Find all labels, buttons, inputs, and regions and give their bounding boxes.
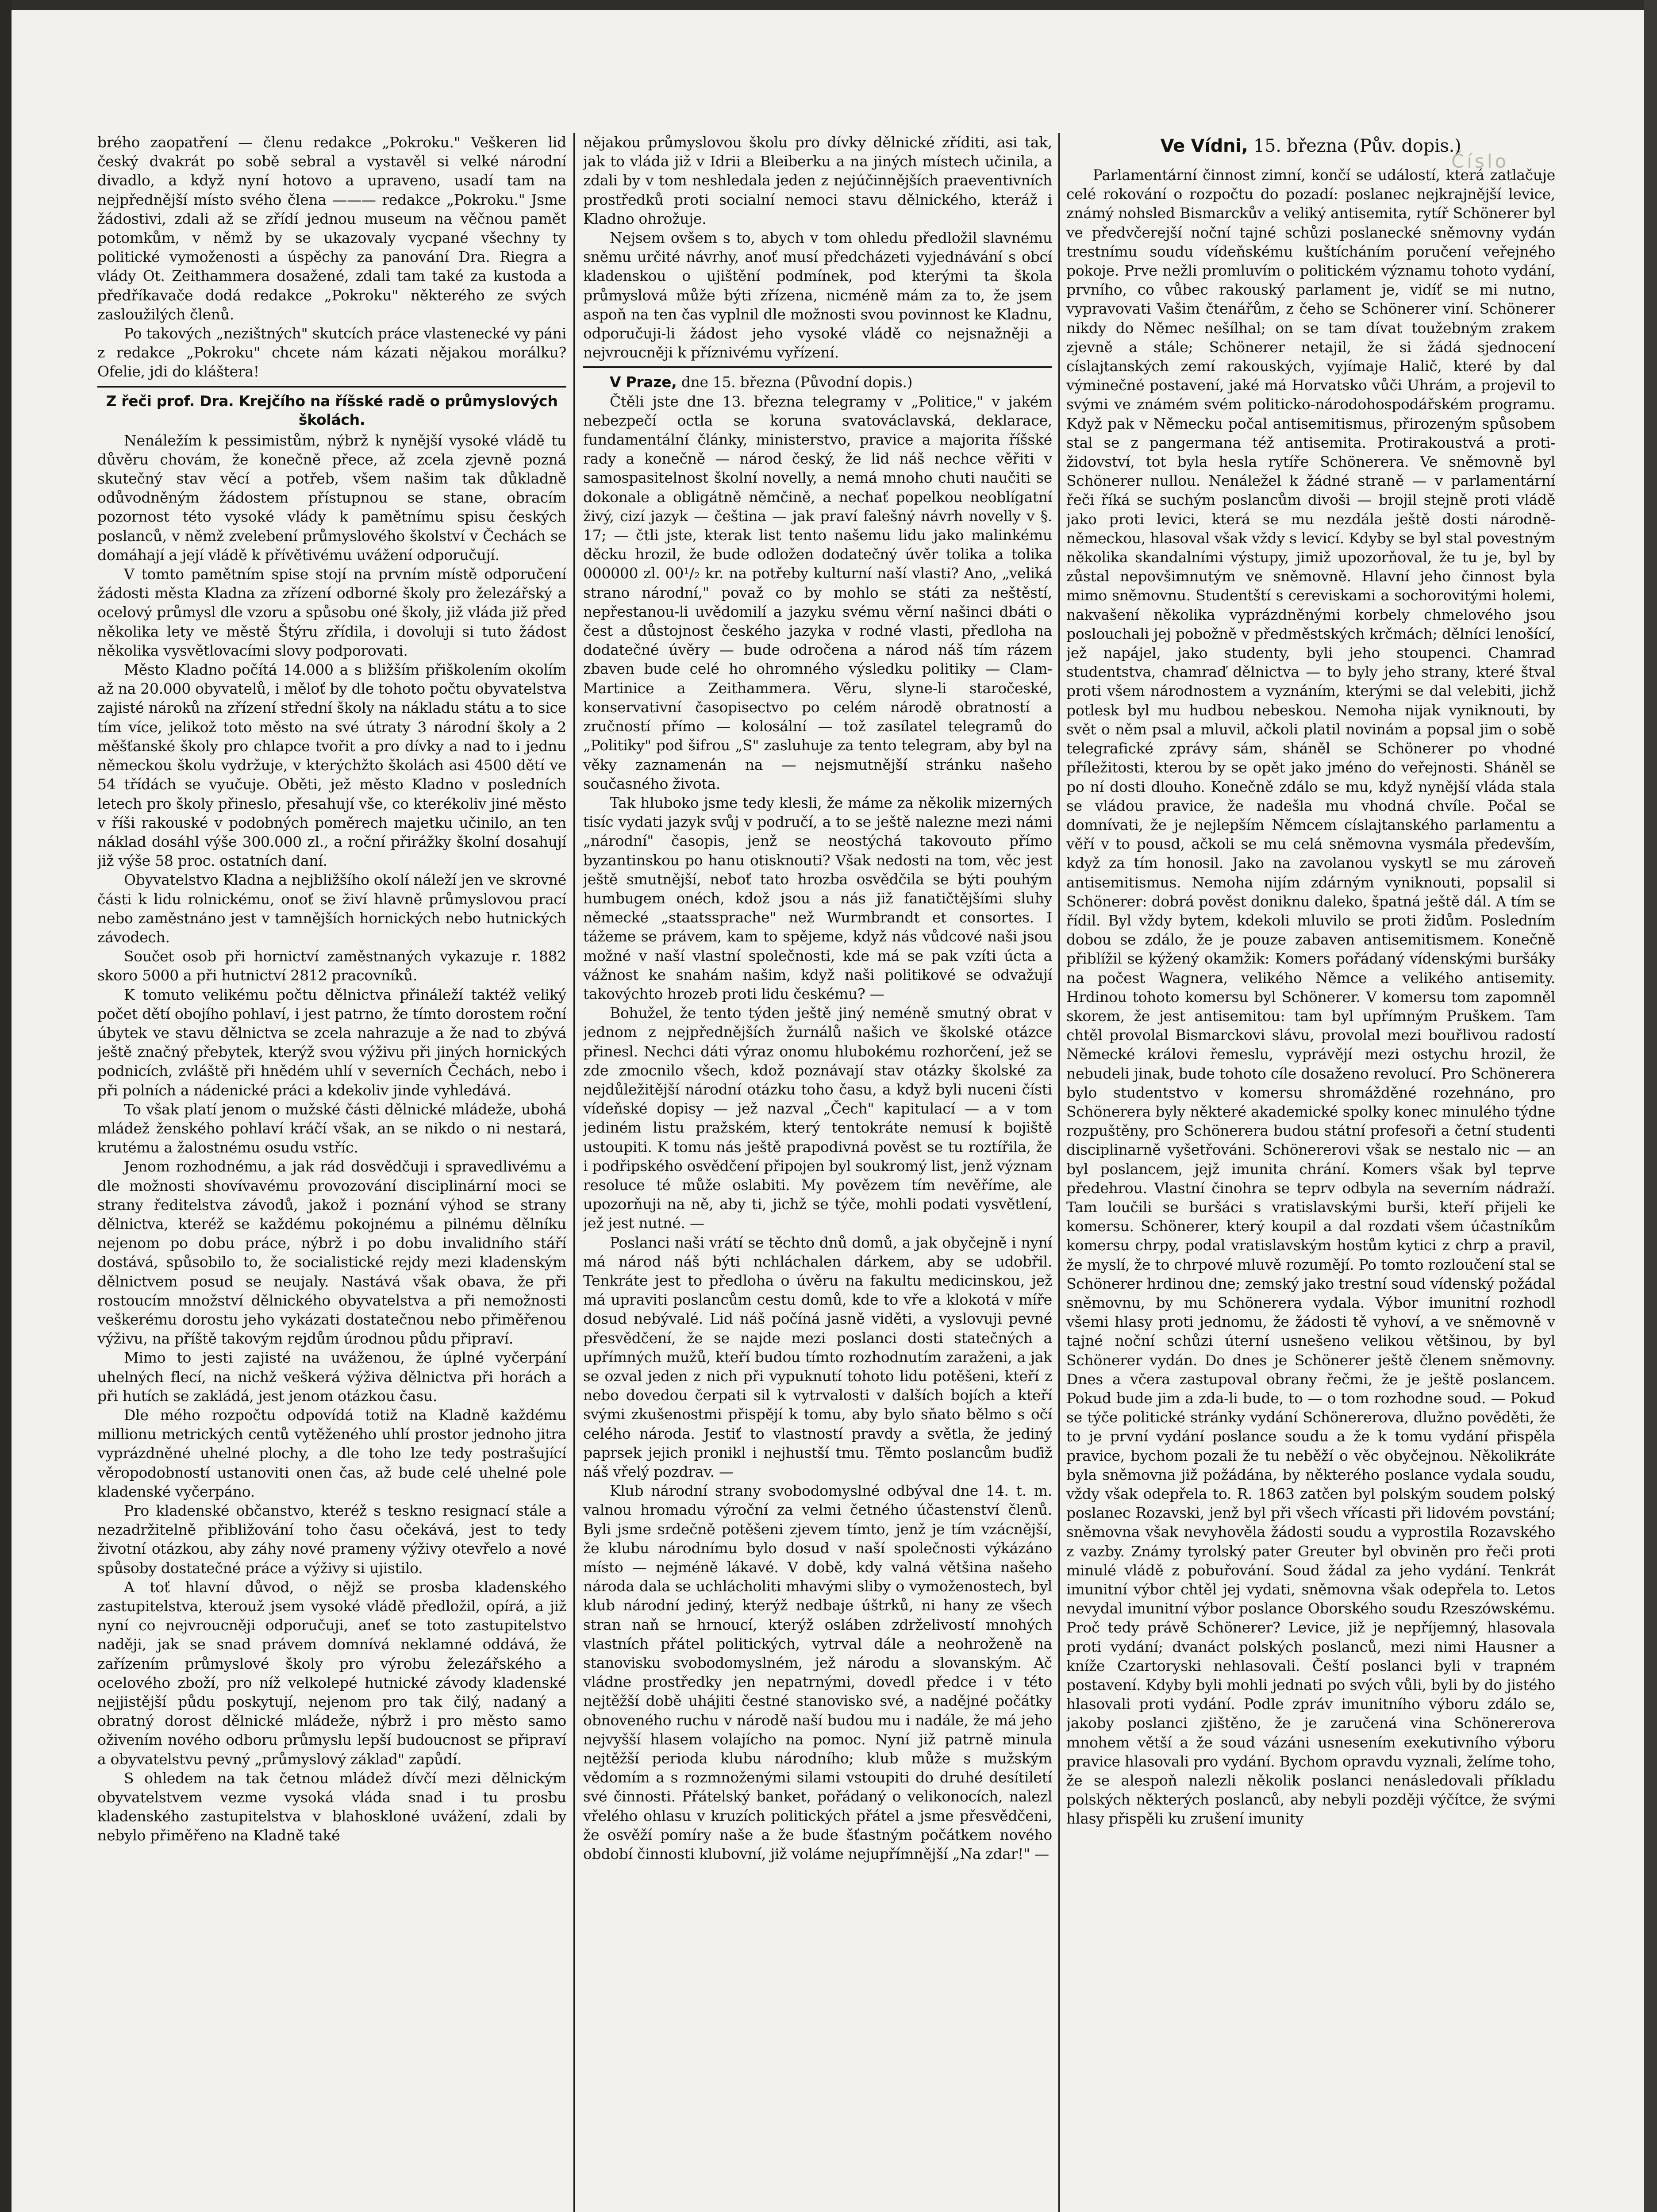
column-2 xyxy=(583,133,1052,2212)
library-stamp: Číslo xyxy=(1451,150,1509,172)
paragraph: Čtěli jste dne 13. března telegramy v „Politice," v jakém nebezpečí octla se koruna svatováclavská, deklarace, fundamentální články, ministerstvo, pravice a majorita říšské rady a konečně — národ český, že lid náš nechce věřiti v samospasitelnost školní novelly, a nemá mnoho chuti naučiti se dokonale a obligátně němčině, a nechať popelkou neoblígatní živý, cizí jazyk — čeština — jak praví falešný návrh novelly v §. 17; — čtli jste, kterak list tento našemu lidu jako malinkému děcku hrozil, že bude odložen dodatečný úvěr tolika a tolika 000000 zl. 00¹/₂ kr. na potřeby kulturní naší vlasti? Ano, „veliká strano národní," považ co by mohlo se státi za neštěstí, nepřestanou-li uvědomilí a jazyku svému věrní našinci dbáti o čest a důstojnost českého jazyka v rodné vlasti, předloha na dodatečné úvěry — bude odročena a národ náš tím rázem zbaven bude celé ho ohromného výsledku politiky — Clam-Martinice a Zeithammera. Věru, slyne-li staročeské, konservativní časopisectvo po celém národě obratností a zručností přímo — kolosální — tož zasílatel telegramů do „Politiky" pod šifrou „S" zasluhuje za tento telegram, aby byl na věky zaznamenán na — nejsmutnější stránku našeho současného života. xyxy=(583,392,1052,792)
dateline-text: 15. března (Pův. dopis.) xyxy=(1253,136,1461,156)
paragraph: Město Kladno počítá 14.000 a s bližším přiškolením okolím až na 20.000 obyvatelů, i měloť by dle tohoto počtu obyvatelstva zajisté nároků na zřízení střední školy na nákladu státu a to sice tím více, jelikož toto město na své útraty 3 národní školy a 2 měšťanské školy pro chlapce tvořit a pro dívky a nad to i jednu německou školu vydržuje, v kterýchžto školách asi 4500 dětí ve 54 třídách se vyučuje. Oběti, jež město Kladno v posledních letech pro školy přineslo, přesahují vše, co kterékoliv jiné město v říši rakouské v podobných poměrech majetku učinilo, an ten náklad dosáhl výše 300.000 zl., a roční přirážky školní dosahují již výše 58 proc. ostatních daní. xyxy=(97,661,566,870)
paragraph: nějakou průmyslovou školu pro dívky dělnické zříditi, asi tak, jak to vláda již v Idrii a Bleiberku a na jiných místech učinila, a zdali by v tom neshledala jeden z nejúčinnějších praeventivních prostředků proti socialní nemoci stavu dělnického, kteráž i Kladno ohrožuje. xyxy=(583,134,1052,227)
page-edge-left xyxy=(0,0,12,2212)
paragraph: Nenáležím k pessimistům, nýbrž k nynější vysoké vládě tu důvěru chovám, že konečně přece, až zcela zjevně pozná skutečný stav věcí a potřeb, všem našim tak důkladně odůvodněným žádostem přístupnou se stane, obracím pozornost této vysoké vlády k pamětnímu spisu českých poslanců, v němž zvelebení průmyslového školství v Čechách se domáhají a její vládě k přívětivému uvážení odporučují. xyxy=(97,431,566,564)
paragraph: V tomto pamětním spise stojí na prvním místě odporučení žádosti města Kladna za zřízení odborné školy pro železářský a ocelový průmysl dle vzoru a spůsobu oné školy, již vláda již před několika lety ve městě Štýru zřídila, i dovoluji si tuto žádost několika vysvětlovacími slovy podporovati. xyxy=(97,565,566,659)
paragraph: Jenom rozhodnému, a jak rád dosvědčuji i spravedlivému a dle možnosti shovívavému provozování disciplinární moci se strany ředitelstva závodů, jakož i poznání výhod se strany dělnictva, kteréž se každému pokojnému a pilnému dělníku nejenom po dobu práce, nýbrž i po dobu invalidního stáří dostává, spůsobilo to, že socialistické rejdy mezi kladenským dělnictvem posud se neujaly. Nastává však obava, že při rostoucím množství dělnického obyvatelstva a při nemožnosti veškerému dorostu jeho vykázati dostatečnou nebo přiměřenou výživu, na příště takovým rejdům úrodnou půdu připraví. xyxy=(97,1158,566,1348)
paragraph: To však platí jenom o mužské části dělnické mládeže, ubohá mládež ženského pohlaví kráčí však, an se nikdo o ni nestará, krutému a žalostnému osudu vstříc. xyxy=(97,1100,566,1156)
paragraph: Po takových „nezištných" skutcích práce vlastenecké vy páni z redakce „Pokroku" chcete nám kázati nějakou morálku? Ofelie, jdi do kláštera! xyxy=(97,325,566,380)
paragraph: S ohledem na tak četnou mládež dívčí mezi dělnickým obyvatelstvem vezme vysoká vláda snad i tu prosbu kladenského zastupitelstva v blahoskloné uvážení, zdali by nebylo přiměřeno na Kladně také xyxy=(97,1769,566,1844)
paragraph: Dle mého rozpočtu odpovídá totiž na Kladně každému millionu metrických centů vytěženého uhlí prostor jednoho jitra vyprázdněné uhelné plochy, a dle toho lze tedy postrašující věropodobností ustanoviti onen čas, až bude celé uhelné pole kladenské vyčerpáno. xyxy=(97,1406,566,1500)
dateline xyxy=(1066,133,1555,159)
paragraph: Bohužel, že tento týden ještě jiný neméně smutný obrat v jednom z nejpřednějších žurnálů našich ve školské otázce přinesl. Nechci dáti výraz onomu hlubokému rozhorčení, jež se zde zmocnilo všech, kdož poznávají stav otázky školské za nejdůležitější národní otázku toho času, a když byli nuceni čísti vídeňské dopisy — jež nazval „Čech" kapitulací — a v tom jediném listu pražském, který tentokráte nemusí k bojiště ustoupiti. K tomu nás ještě prapodivná pověst se tu roztířila, že i podřipského osvědčení připojen byl soukromý list, jenž význam resoluce té může oslabiti. My povězem tím nevěříme, ale upozorňuji na ně, aby ti, jichž se týče, mohli podati vysvětlení, jež jest nutné. — xyxy=(583,1004,1052,1232)
paragraph: Součet osob při hornictví zaměstnaných vykazuje r. 1882 skoro 5000 a při hutnictví 2812 pracovníků. xyxy=(97,948,566,984)
paragraph: Pro kladenské občanstvo, kteréž s teskno resignací stále a nezadržitelně přibližování toho času očekává, jest to tedy životní otázkou, aby záhy nové prameny výživy otevřelo a nové spůsoby dostatečné práce a výživy si ujistilo. xyxy=(97,1502,566,1577)
paragraph: Mimo to jesti zajisté na uváženou, že úplné vyčerpání uhelných flecí, na nichž veškerá výživa dělnictva při horách a při hutích se zakládá, jest jenom otázkou času. xyxy=(97,1349,566,1405)
dateline-text: dne 15. března (Původní dopis.) xyxy=(681,373,913,391)
page-edge-right xyxy=(1644,0,1657,2212)
paragraph: Poslanci naši vrátí se těchto dnů domů, a jak obyčejně i nyní má národ náš býti nchláchalen dárkem, aby se udobřil. Tenkráte jest to předloha o úvěru na fakultu medicinskou, jež má upraviti poslancům cestu domů, kde to vře a klokotá v míře dosud nebývalé. Lid náš počíná jasně viděti, a vyslovuji pevné přesvědčení, že se najde mezi poslanci dosti statečných a upřímných mužů, kteří budou tímto rozhodnutím zaraženi, a jak se ozval jeden z nich při vypuknutí tohoto lidu potěšeni, kteří z nebo dovedou čerpati sil k vytrvalosti v dalších bojích a kteří svými zkušenostmi přispějí k tomu, aby bylo sňato bělmo s očí celého národa. Jestiť to vlastností pravdy a světla, že jediný paprsek jejich pronikl i nejhustší tmu. Těmto poslancům buďiž náš vřelý pozdrav. — xyxy=(583,1233,1052,1481)
dateline-place: Ve Vídni, xyxy=(1160,136,1248,156)
paragraph: Obyvatelstvo Kladna a nejbližšího okolí náleží jen ve skrovné části k lidu rolnickému, onoť se živí hlavně průmyslovou prací nebo zaměstnáno jest v tamnějších hornických nebo hutnických závodech. xyxy=(97,871,566,946)
paragraph: K tomuto velikému počtu dělnictva přináleží taktéž veliký počet dětí obojího pohlaví, i jest patrno, že tímto dorostem roční úbytek ve stavu dělnictva se zcela nahrazuje a že nad to zbývá ještě značný přebytek, kterýž svou výživu při jiných hornických podnicích, zvláště při hnědém uhlí v severních Čechách, nebo i při polních a nádenické práci a kdekoliv jinde vyhledává. xyxy=(97,986,566,1099)
dateline xyxy=(583,373,1052,392)
article-heading: Z řeči prof. Dra. Krejčího na říšské radě o průmyslových školách. xyxy=(106,392,558,428)
page-edge-top xyxy=(0,0,1657,10)
column-3 xyxy=(1066,133,1555,2212)
paragraph: A toť hlavní důvod, o nějž se prosba kladenského zastupitelstva, kterouž jsem vysoké vládě předložil, opírá, a již nyní co nejvroucněji odporučuji, aneť se toto zastupitelstvo naději, jak se snad právem domnívá neklamné oddává, že zařízením průmyslové školy pro výrobu železářského a ocelového zboží, pro níž velkolepé hutnické závody kladenské nejjistější půdu poskytují, nejenom pro tak čilý, nadaný a obratný dorost dělnické mládeže, nýbrž i pro město samo oživením nového odboru průmyslu lepší budoucnost se připraví a obyvatelstvu pevný „průmyslový základ" zapůdí. xyxy=(97,1578,566,1768)
paragraph: Parlamentární činnost zimní, končí se událostí, která zatlačuje celé rokování o rozpočtu do pozadí: poslanec nejkrajnější levice, známý nohsled Bismarckův a veliký antisemita, rytíř Schönerer byl ve předvčerejší noční tajné schůzi poslanecké sněmovny vydán trestnímu soudu vídeňskému kuštícháním poručení veřejného pokoje. Prve nežli promluvím o politickém významu tohoto vydání, prvního, co vůbec rakouský parlament je, vidíť se mi nutno, vypravovati Vašim čtenářům, z čeho se Schönerer viní. Schönerer nikdy do Němec nešílhal; on se tam dívat toužebným zrakem zjevně a stále; Schönerer netajil, že si žádá sjednocení císlajtanských zemí rakouských, vyjímaje Halič, které by dal výminečné postavení, jaké má Horvatsko vůči Uhrám, a projevil to svými ve známém svém politicko-národohospodářském programu. Když pak v Německu počal antisemitismus, přirozeným spůsobem stal se z pangermana též antisemita. Protirakoustvá a proti-židovství, tot byla hesla rytíře Schönerera. Ve sněmovně byl Schönerer nullou. Nenáležel k žádné straně — v parlamentární řeči říká se suchým poslancům divoši — brojil stejně proti vládě jako proti levici, která se mu nezdála ještě dosti národně-německou, hlasoval však vždy s levicí. Kdyby se byl stal povestným několika skandalními výstupy, jimiž upozorňoval, že tu je, byl by zůstal nepovšimnutým ve sněmovně. Hlavní jeho činnost byla mimo sněmovnu. Studentští s cereviskami a sochorovitými holemi, nakvašení několika vyprázdněnými korbely chmelového jsou poslouchali jej pobožně v předměstských krčmách; dělníci lenošící, jež napájel, jako studenty, byli jeho stoupenci. Chamraď studentstva, chamraď dělnictva — to byly jeho strany, které štval proti všem národnostem a vyznáním, kterými se dal velebiti, jichž potlesk byl mu hudbou nebeskou. Nemoha nijak vyniknouti, by svět o něm psal a mluvil, ačkoli platil novinám a popsal jim o sobě telegrafické zprávy sám, sháněl se Schönerer po vhodné příležitosti, kterou by se opět jako jméno do veřejnosti. Sháněl se po ní dosti dlouho. Konečně zdálo se mu, když nynější vláda stala se vládou pravice, že nadešla mu vhodná chvíle. Počal se domnívati, že je nejlepším Němcem císlajtanského parlamentu a věří v to pousd, ačkoli se mu celá sněmovna vysmála především, když za tím honosil. Jako na zavolanou vyskytl se mu zároveň antisemitismus. Nemoha nijím zdárným vyniknouti, popsalil si Schönerer: dobrá pověst doniknu daleko, špatná ještě dál. A tím se řídil. Byl vždy bytem, kdekoli mluvilo se proti židům. Posledním dobou se zdálo, že je pouze zabaven antisemitismem. Konečně přiblížil se kýžený okamžik: Komers pořádaný vídenskými buršáky na počest Wagnera, velikého Němce a velikého antisemity. Hrdinou tohoto komersu byl Schönerer. V komersu tom zapomněl skorem, že jest antisemitou: tam byl upřímným Pruškem. Tam chtěl provolal Bismarckovi slávu, provolal mezi bouřlivou radostí Německé královi řemeslu, vyprávějí mezi ostychu hrozil, že nebudeli jinak, bude tohoto cíle dosaženo revolucí. Pro Schönerera bylo studentstvo v komersu shromážděné rozehnáno, pro Schönerera byly některé akademické spolky konec minulého týdne rozpuštěny, pro Schönerera budou státní profesoři a četní studenti disciplinarně vyšetřováni. Schönererovi však se nestalo nic — an byl poslancem, jejž imunita chrání. Komers však byl teprve předehrou. Vlastní činohra se teprv odbyla na severním nádraží. Tam loučili se buršáci s vratislavskými burši, kteří přijeli ke komersu. Schönerer, který koupil a dal rozdati všem účastníkům komersu chrpy, podal vratislavským hostům kytici z chrp a pravil, že myslí, že to chrpové mluvě rozumějí. Po tomto rozloučení stal se Schönerer hrdinou dne; zemský jako trestní soud vídenský požádal sněmovnu, by mu Schönerera vydala. Výbor imunitní rozhodl všemi hlasy proti jednomu, že žádosti tě vyhoví, a ve sněmovně v tajné noční schůzi úterní usnešeno velikou většinou, by byl Schönerer vydán. Do dnes je Schönerer ještě členem sněmovny. Dnes a včera zastupoval obrany řečmi, že je ještě poslancem. Pokud bude jim a zda-li bude, to — o tom rozhodne soud. — Pokud se týče politické stránky vydání Schönererova, dlužno pověděti, že to je první vydání poslance soudu a že k tomu vydání přispěla pravice, bychom pozali že tu neběží o věc obyčejnou. Několikráte byla sněmovna již požádána, by některého poslance vydala soudu, vždy však odepřela to. R. 1863 zatčen byl polským soudem polský poslanec Rozavski, jenž byl při všech vřícasti při lidovém povstání; sněmovna však nevyhověla žádosti soudu a vyprostila Rozavského z vazby. Známy tyrolský pater Greuter byl obviněn pro řeči proti minulé vládě z pobuřování. Soud žádal za jeho vydání. Tenkrát imunitní výbor chtěl jej vydati, sněmovna však odepřela to. Letos nevydal imunitní výbor poslance Oborského soudu Rzeszówskému. Proč tedy právě Schönerer? Levice, již je nepříjemný, hlasovala proti vydání; dvanáct polských poslanců, mezi nimi Hausner a kníže Czartoryski nehlasovali. Čeští poslanci byli v trapném postavení. Kdyby byli mohli jednati po svých vůli, byli by do jistého hlasovali proti vydání. Podle zpráv imunitního výboru zdálo se, jakoby poslanci zjištěno, že je zaručená vina Schönererova mnohem větší a že soud vázáni usnesením exekutivního výboru pravice hlasovali pro vydání. Bychom opravdu vyznali, želíme toho, že se alespoň nalezli několik poslanci nenásledovali příkladu polských některých poslanců, aby nebyli později výčítce, že svými hlasy přispěli ku zrušení imunity xyxy=(1066,166,1555,1828)
column-1 xyxy=(97,133,566,2212)
column-divider-2 xyxy=(1058,133,1060,2212)
paragraph: Klub národní strany svobodomyslné odbýval dne 14. t. m. valnou hromadu výroční za velmi četného účastenství členů. Byli jsme srdečně potěšeni zjevem tímto, jenž je tím vzácnější, že klubu národnímu bylo dosud v naší společnosti výkázáno místo — nejméně lákavé. V době, kdy valná většina našeho národa dala se uchlácholiti mhavými sliby o vymoženostech, byl klub národní jediný, kterýž nedbaje úštrků, ni hany ze všech stran naň se hrnoucí, kterýž osláben zdrželivostí mnohých vlastních přátel politických, vytrval dále a neohroženě na stanovisku svobodomyslném, jež národu a slovanským. Ač vládne prostředky jen nepatrnými, dovedl předce i v této nejtěžší době uhájiti čestné stanovisko své, a nadějné počátky obnoveného ruchu v národě naší budou mu i nadále, že má jeho nejvyšší hlasem volajícho na pomoc. Nyní již patrně minula nejtěžší perioda klubu národního; klub může s mužským vědomím a s rozmnoženými silami vstoupiti do druhé desítiletí své činnosti. Přátelský banket, pořádaný o velikonocích, nalezl vřelého ohlasu v kruzích politických přátel a jsme přesvědčeni, že osvěží pomíry naše a že bude šťastným počátkem nového období činnosti klubovní, již voláme nejupřímnější „Na zdar!" — xyxy=(583,1482,1052,1863)
paragraph: Tak hluboko jsme tedy klesli, že máme za několik mizerných tisíc vydati jazyk svůj v područí, a to se ještě nalezne mezi námi „národní" časopis, jenž se neostýchá takovouto přímo byzantinskou po hanu otisknouti? Však nedosti na tom, věc jest ještě smutnější, neboť tato hrozba osvědčila se býti pouhým humbugem onéch, kdož jsou a nás již fanatičtějšími sluhy německé „staatssprache" než Wurmbrandt et consortes. I tážeme se právem, kam to spějeme, když nás vůdcové naši jsou možné v naší vlastní společnosti, kde má se pak vzíti úcta a vážnost ke snahám našim, když naši politikové se odvažují takovýchto hrozeb proti lidu českému? — xyxy=(583,794,1052,1002)
paragraph: Nejsem ovšem s to, abych v tom ohledu předložil slavnému sněmu určité návrhy, anoť musí předcházeti vyjednávání s obcí kladenskou o ujištění podmínek, pod kterými ta škola průmyslová může býti zřízena, nicméně mám za to, že jsem aspoň na ten čas vyplnil dle možnosti svou povinnost ke Kladnu, odporučuji-li žádost jeho vysoké vládě co nejsnažněji a nejvroucněji k příznivému vyřízení. xyxy=(583,229,1052,361)
paragraph: brého zaopatření — členu redakce „Pokroku." Veškeren lid český dvakrát po sobě sebral a vystavěl si velké národní divadlo, a když nyní hotovo a upraveno, usadí tam na nejpřednější místo svého člena ——— redakce „Pokroku." Jsme žádostivi, zdali až se zřídí jednou museum na věčnou pamět potomkům, v němž by se ukazovaly vycpané všechny ty politické vymoženosti a úspěchy za panování Dra. Riegra a vlády Ot. Zeithammera dosažené, zdali tam také za kustoda a předříkavače dodá redakce „Pokroku" některého ze svých zasloužilých členů. xyxy=(97,134,566,323)
column-divider-1 xyxy=(573,133,575,2212)
dateline-place: V Praze, xyxy=(610,373,677,391)
section-rule xyxy=(97,386,566,388)
section-rule xyxy=(583,366,1052,368)
